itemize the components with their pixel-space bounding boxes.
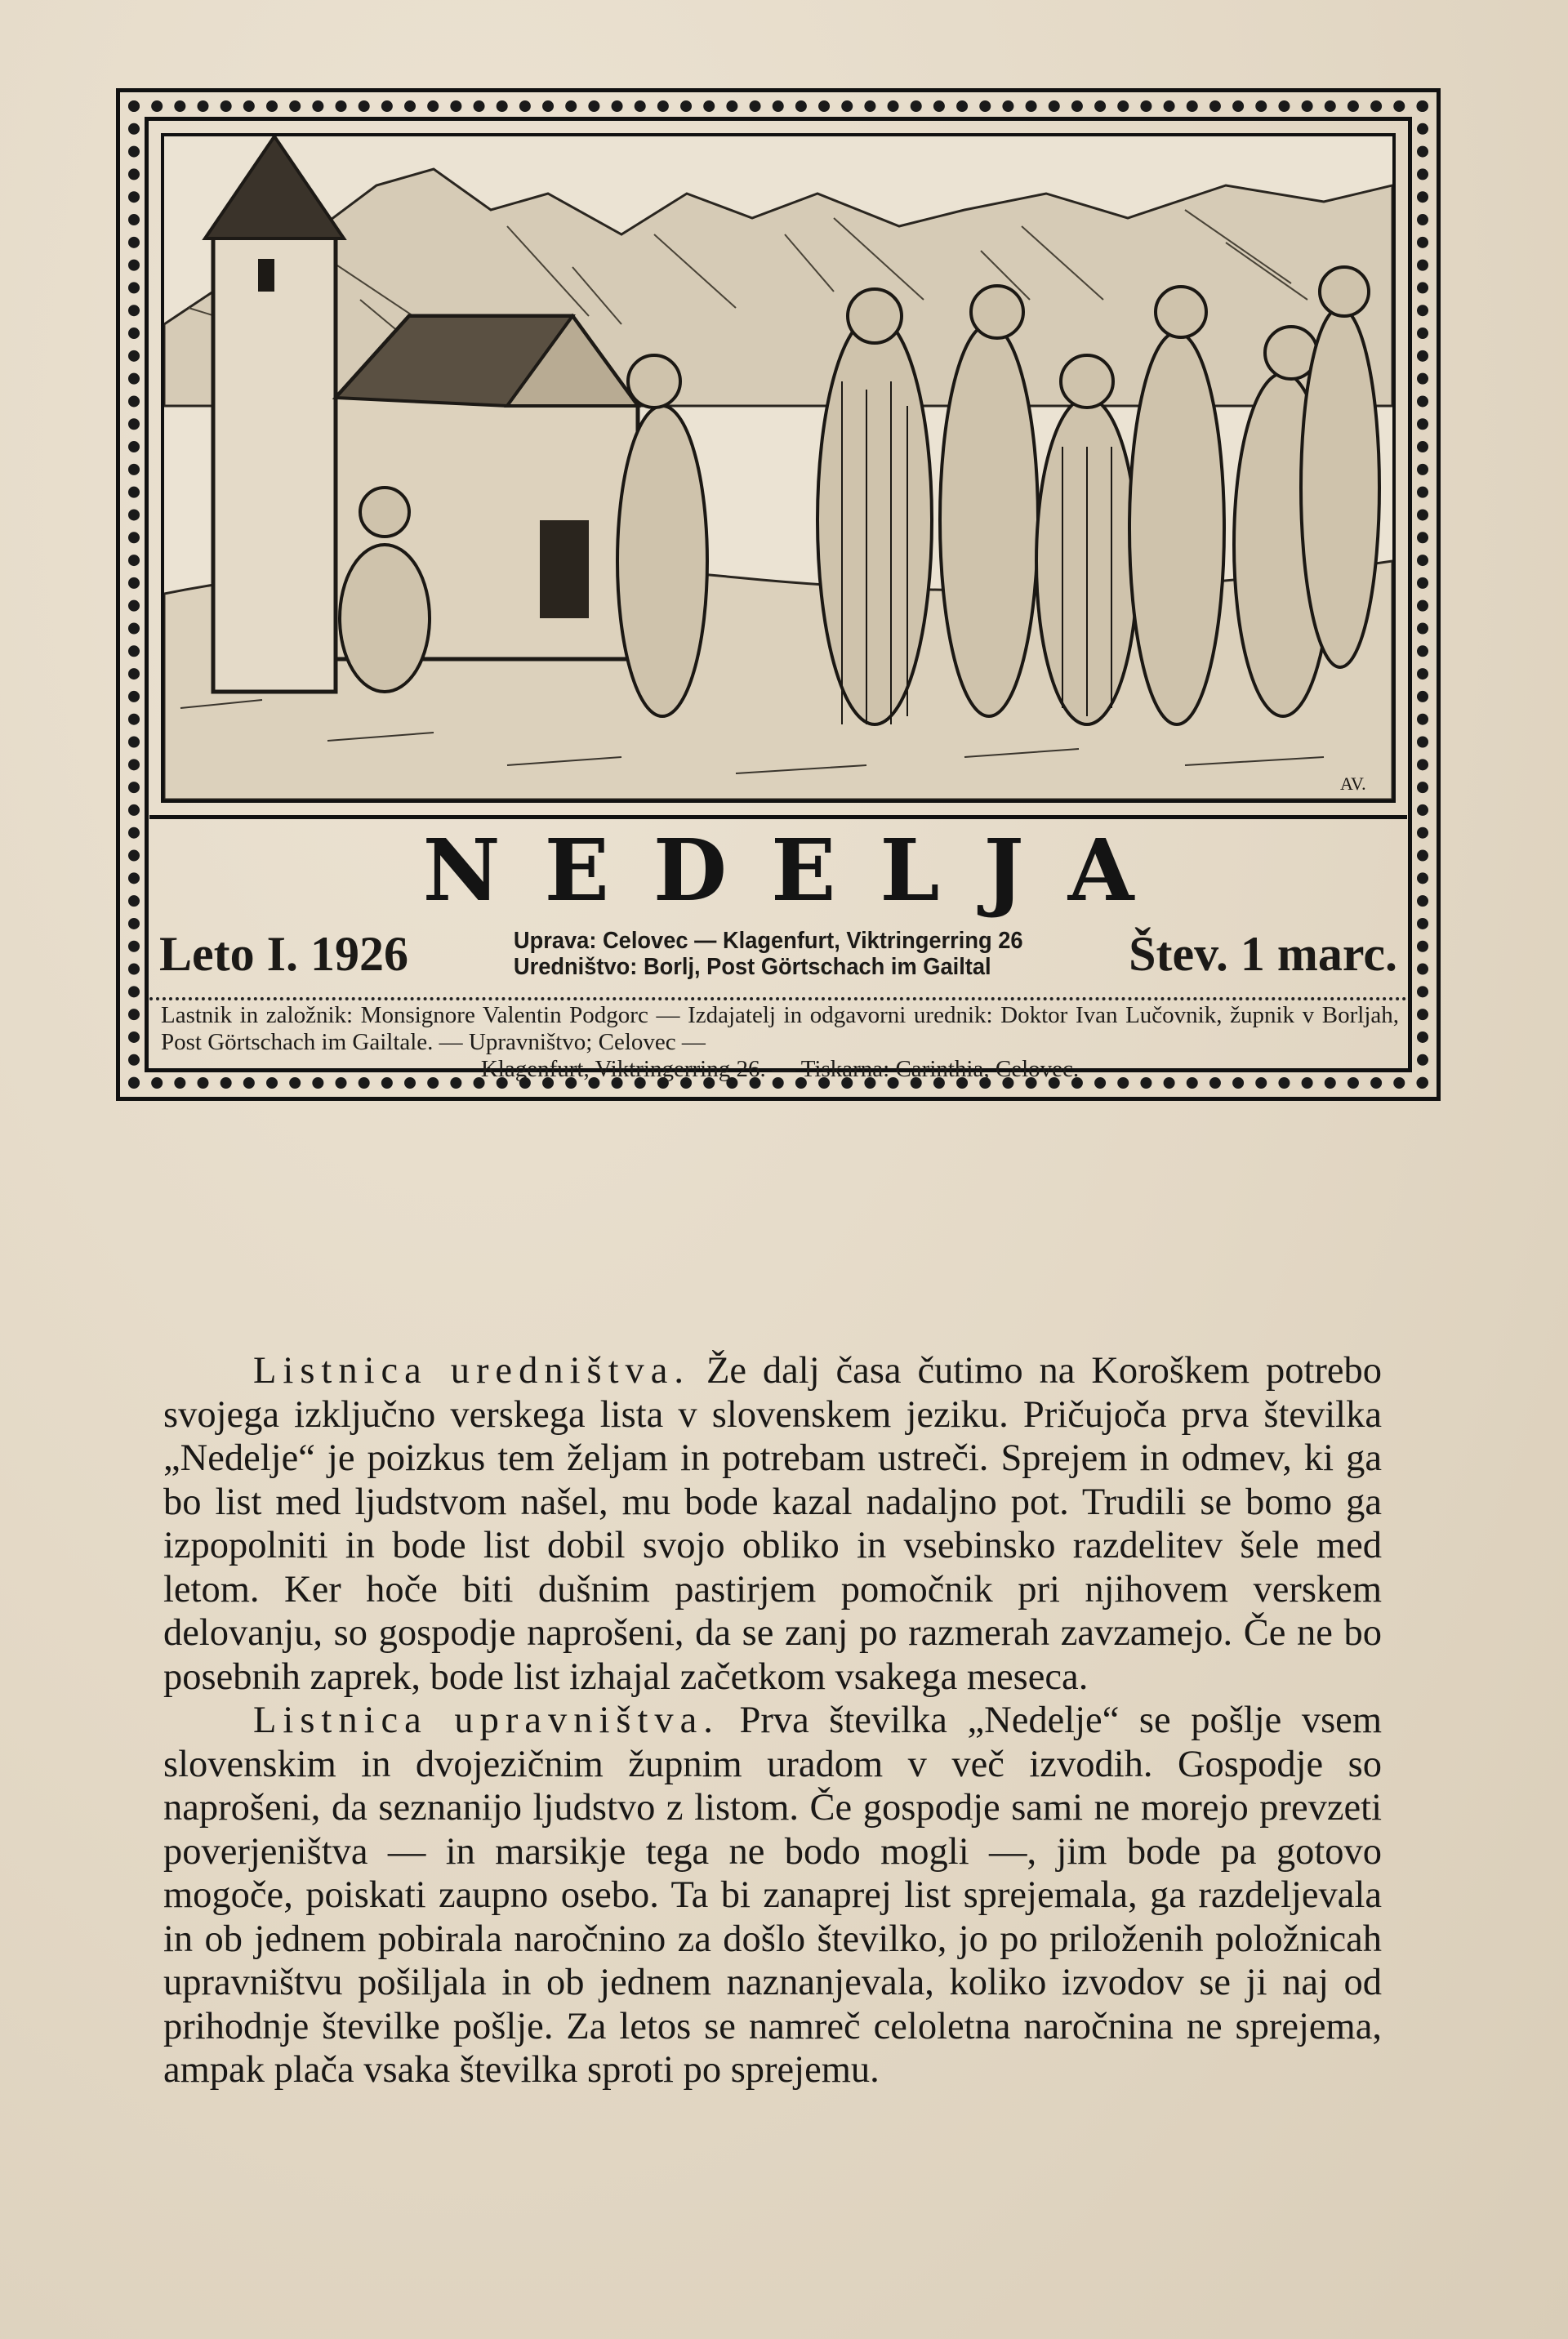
masthead-info-line [159,917,1397,991]
masthead [116,88,1441,1101]
title-top-rule [149,815,1407,819]
administration-note-heading: Listnica upravništva. [253,1700,719,1741]
year-label: Leto I. 1926 [159,926,408,981]
credits-last-line: Klagenfurt, Viktringerring 26. — Tiskarna: Carinthia, Celovec. [480,1056,1080,1082]
masthead-illustration [161,133,1396,803]
address-block [514,928,1023,980]
administration-note-text: Prva številka „Nedelje“ se pošlje vsem slovenskim in dvojezičnim župnim uradom v več izvodih. Gospodje so naprošeni, da seznanijo ljudstvo z listom. Če gospodje sami ne morejo prevzeti poverjeništva — in marsikje tega ne bodo mogli —, jim bode pa gotovo mogoče, poiskati zaupno osebo. Ta bi zanaprej list sprejemala, ga razdeljevala in ob jednem pobirala naročnino za došlo številko, jo po priloženih položnicah upravništvu pošiljala in ob jednem naznanjevala, koliko izvodov se ji naj od prihodnje številke pošlje. Za letos se namreč celoletna naročnina ne sprejema, ampak plača vsaka številka sproti po sprejemu. [163,1700,1382,2091]
newspaper-title: NEDELJA [422,820,1178,920]
editorial-address: Uredništvo: Borlj, Post Görtschach im Gailtal [514,954,991,980]
credits-dotted-rule [149,997,1407,1000]
admin-address: Uprava: Celovec — Klagenfurt, Viktringerring 26 [514,928,1023,954]
village-church-scene-illustration [164,136,1392,800]
article-body [163,1349,1382,2092]
editorial-note-text: Že dalj časa čutimo na Koroškem potrebo svojega izključno verskega lista v slovenskem jeziku. Pričujoča prva številka „Nedelje“ je poizkus tem željam in potrebam ustreči. Sprejem in odmev, ki ga bo list med ljudstvom našel, mu bode kazal nadaljno pot. Trudili se bomo ga izpopolniti in bode list dobil svojo obliko in vsebinsko razdelitev šele med letom. Ker hoče biti dušnim pastirjem pomočnik pri njihovem verskem delovanju, so gospodje naprošeni, da se zanj po razmerah zavzamejo. Če ne bo posebnih zaprek, bode list izhajal začetkom vsakega meseca. [163,1350,1383,1698]
administration-note-paragraph [163,1699,1382,2092]
editorial-note-paragraph [163,1349,1382,1699]
illustration-signature: AV. [1340,773,1366,794]
credits-text: Lastnik in založnik: Monsignore Valentin Podgorc — Izdajatelj in odgavorni urednik: Doktor Ivan Lučovnik, župnik v Borljah, Post Görtschach im Gailtale. — Upravništvo; Celovec — [161,1002,1399,1055]
editorial-note-heading: Listnica uredništva. [253,1350,691,1392]
publisher-credits [161,1002,1399,1083]
issue-label: Štev. 1 marc. [1129,926,1397,981]
